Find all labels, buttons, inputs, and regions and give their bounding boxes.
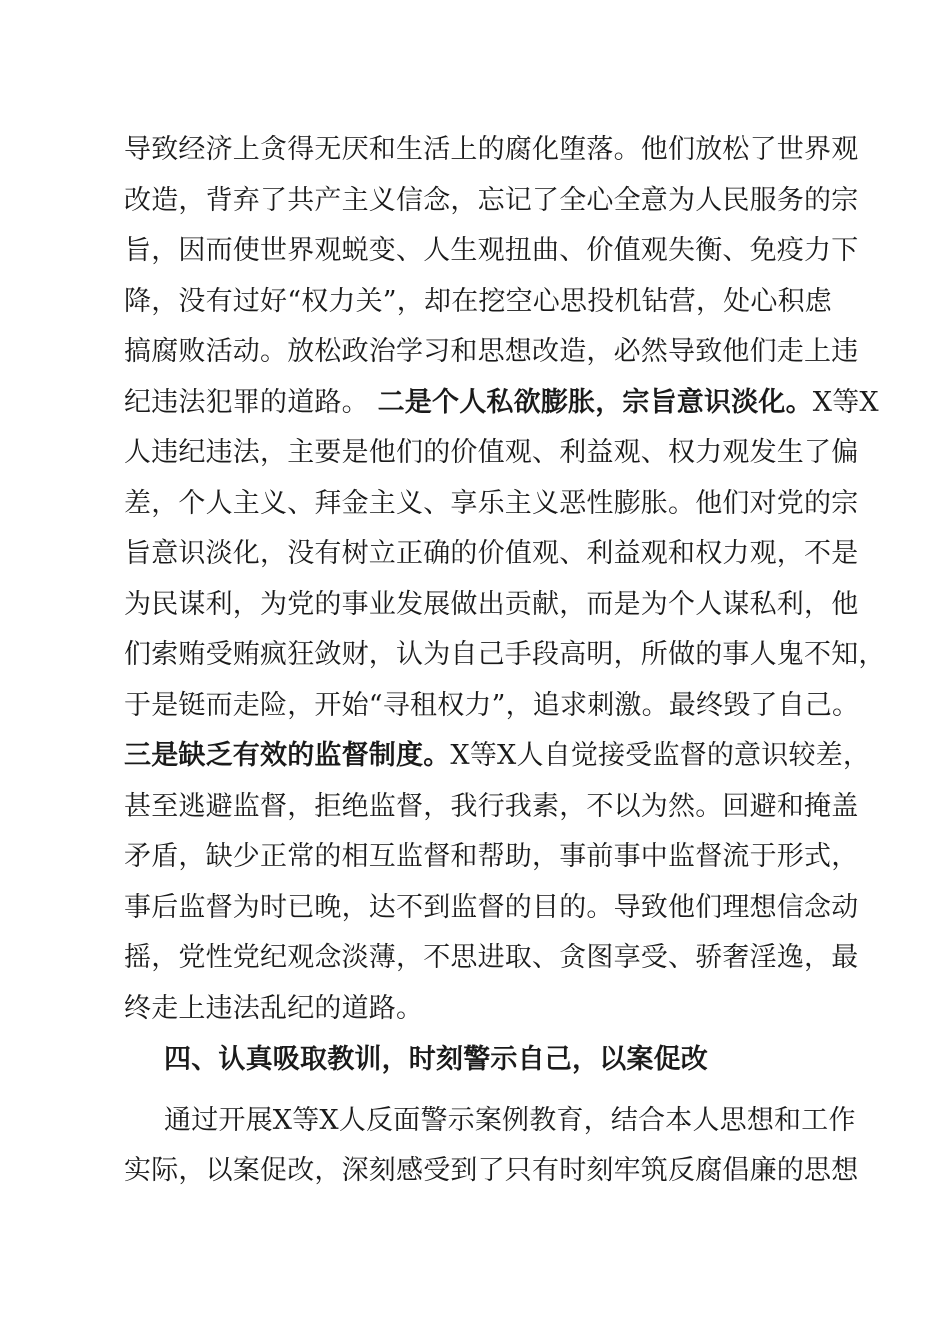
text-line — [124, 790, 858, 824]
text-segment: 事后监督为时已晚，达不到监督的目的。导致他们理想信念动 — [124, 892, 859, 923]
text-line — [124, 537, 858, 571]
text-line — [124, 638, 886, 672]
closing-line: 实际，以案促改，深刻感受到了只有时刻牢筑反腐倡廉的思想 — [124, 1155, 859, 1186]
bold-text-segment: 二是个人私欲膨胀，宗旨意识淡化。 — [377, 387, 813, 418]
bold-text-segment: 三是缺乏有效的监督制度。 — [124, 740, 451, 771]
closing-line: 通过开展X等X人反面警示案例教育，结合本人思想和工作 — [164, 1105, 856, 1136]
text-segment: 降，没有过好“权力关”，却在挖空心思投机钻营，处心积虑 — [124, 286, 833, 317]
text-segment: 终走上违法乱纪的道路。 — [124, 993, 424, 1024]
text-line — [124, 234, 858, 268]
text-line — [124, 588, 858, 622]
text-line — [124, 689, 859, 723]
text-line — [124, 436, 858, 470]
text-segment: 旨意识淡化，没有树立正确的价值观、利益观和权力观，不是 — [124, 538, 859, 569]
text-segment: X等X — [812, 387, 879, 418]
text-segment: 旨，因而使世界观蜕变、人生观扭曲、价值观失衡、免疫力下 — [124, 235, 859, 266]
text-line — [124, 891, 858, 925]
text-line — [124, 487, 858, 521]
text-line — [124, 335, 858, 369]
text-segment: 差，个人主义、拜金主义、享乐主义恶性膨胀。他们对党的宗 — [124, 488, 859, 519]
text-segment: 甚至逃避监督，拒绝监督，我行我素，不以为然。回避和掩盖 — [124, 791, 859, 822]
text-segment: 为民谋利，为党的事业发展做出贡献，而是为个人谋私利，他 — [124, 589, 859, 620]
text-segment: X等X人自觉接受监督的意识较差， — [450, 740, 871, 771]
text-line — [124, 133, 858, 167]
text-line — [124, 941, 858, 975]
text-segment: 纪违法犯罪的道路。 — [124, 387, 378, 418]
text-line — [124, 285, 832, 319]
text-line — [124, 184, 858, 218]
text-segment: 导致经济上贪得无厌和生活上的腐化堕落。他们放松了世界观 — [124, 134, 859, 165]
text-segment: 们索贿受贿疯狂敛财，认为自己手段高明，所做的事人鬼不知， — [124, 639, 886, 670]
text-line — [124, 992, 423, 1026]
text-segment: 矛盾，缺少正常的相互监督和帮助，事前事中监督流于形式， — [124, 841, 859, 872]
section-heading: 四、认真吸取教训，时刻警示自己，以案促改 — [164, 1044, 708, 1075]
text-segment: 改造，背弃了共产主义信念，忘记了全心全意为人民服务的宗 — [124, 185, 859, 216]
text-line — [124, 840, 858, 874]
text-line — [124, 386, 879, 420]
text-line — [124, 739, 870, 773]
text-segment: 人违纪违法，主要是他们的价值观、利益观、权力观发生了偏 — [124, 437, 859, 468]
text-segment: 搞腐败活动。放松政治学习和思想改造，必然导致他们走上违 — [124, 336, 859, 367]
text-segment: 摇，党性党纪观念淡薄，不思进取、贪图享受、骄奢淫逸，最 — [124, 942, 859, 973]
text-segment: 于是铤而走险，开始“寻租权力”，追求刺激。最终毁了自己。 — [124, 690, 860, 721]
